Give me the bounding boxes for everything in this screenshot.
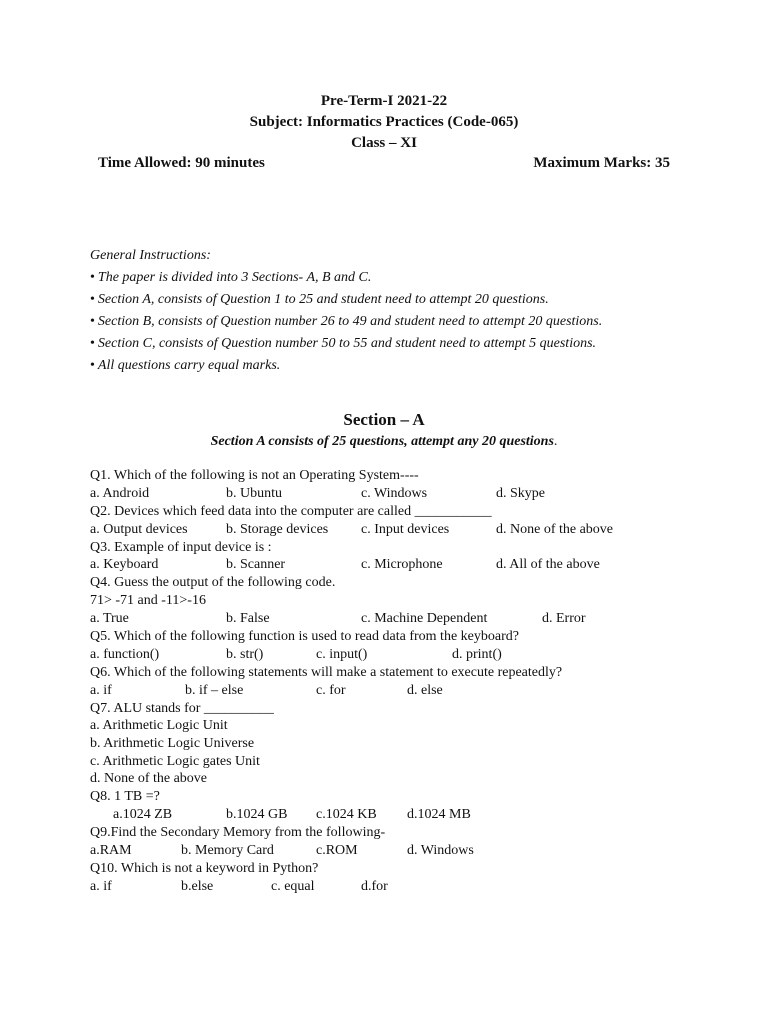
option: d. else <box>407 683 443 698</box>
exam-title: Pre-Term-I 2021-22 <box>320 93 448 109</box>
option: d.1024 MB <box>407 807 471 822</box>
option: b.1024 GB <box>226 807 288 822</box>
option: d. None of the above <box>90 771 208 786</box>
option: b. Arithmetic Logic Universe <box>90 736 255 751</box>
option: b. Scanner <box>226 557 286 572</box>
question-text: Q4. Guess the output of the following code. <box>90 575 336 590</box>
option: a.RAM <box>90 843 132 858</box>
question-text: Q1. Which of the following is not an Operating System---- <box>90 468 419 483</box>
option: c. Microphone <box>361 557 443 572</box>
option: b.else <box>181 879 214 894</box>
section-subtitle-text: Section A consists of 25 questions, attempt any 20 questions <box>210 434 554 449</box>
question-text: Q9.Find the Secondary Memory from the following- <box>90 825 386 840</box>
option: d. Skype <box>496 486 545 501</box>
maximum-marks: Maximum Marks: 35 <box>533 155 670 171</box>
section-subtitle-period: . <box>553 434 558 449</box>
question-text: Q6. Which of the following statements will make a statement to execute repeatedly? <box>90 665 563 680</box>
option: d. print() <box>452 647 502 662</box>
option: a. if <box>90 879 112 894</box>
question-text: Q2. Devices which feed data into the computer are called ___________ <box>90 504 492 519</box>
section-title: Section – A <box>343 410 425 429</box>
time-allowed: Time Allowed: 90 minutes <box>98 155 265 171</box>
option: d.for <box>361 879 388 894</box>
question-text: Q10. Which is not a keyword in Python? <box>90 861 319 876</box>
instruction-item: • All questions carry equal marks. <box>90 358 280 374</box>
option: c. Arithmetic Logic gates Unit <box>90 754 260 769</box>
option: b. str() <box>226 647 264 662</box>
instruction-item: • Section B, consists of Question number 26 to 49 and student need to attempt 20 questions. <box>90 314 602 330</box>
option: b. if – else <box>185 683 244 698</box>
option: b. Storage devices <box>226 522 329 537</box>
option: a. Keyboard <box>90 557 159 572</box>
option: c.ROM <box>316 843 358 858</box>
subject-title: Subject: Informatics Practices (Code-065) <box>249 114 519 130</box>
question-text: Q5. Which of the following function is used to read data from the keyboard? <box>90 629 519 644</box>
option: a. if <box>90 683 112 698</box>
code-snippet: 71> -71 and -11>-16 <box>90 593 206 608</box>
option: a.1024 ZB <box>113 807 173 822</box>
option: b. Memory Card <box>181 843 274 858</box>
option: c.1024 KB <box>316 807 377 822</box>
instruction-item: • Section A, consists of Question 1 to 25 and student need to attempt 20 questions. <box>90 292 549 308</box>
option: c. Input devices <box>361 522 450 537</box>
option: d. Windows <box>407 843 474 858</box>
section-subtitle <box>0 434 768 450</box>
question-text: Q8. 1 TB =? <box>90 789 160 804</box>
option: a. Arithmetic Logic Unit <box>90 718 228 733</box>
option: c. equal <box>271 879 315 894</box>
instruction-item: • Section C, consists of Question number 50 to 55 and student need to attempt 5 questions. <box>90 336 596 352</box>
option: b. Ubuntu <box>226 486 282 501</box>
option: a. True <box>90 611 129 626</box>
option: c. input() <box>316 647 368 662</box>
instruction-item: • The paper is divided into 3 Sections- A, B and C. <box>90 270 371 286</box>
instructions-title: General Instructions: <box>90 248 211 263</box>
option: c. Machine Dependent <box>361 611 488 626</box>
option: a. Android <box>90 486 150 501</box>
option: c. for <box>316 683 346 698</box>
option: d. None of the above <box>496 522 614 537</box>
class-title: Class – XI <box>351 135 417 151</box>
option: a. function() <box>90 647 160 662</box>
question-text: Q7. ALU stands for __________ <box>90 701 274 716</box>
option: d. Error <box>542 611 586 626</box>
option: d. All of the above <box>496 557 600 572</box>
option: b. False <box>226 611 270 626</box>
option: c. Windows <box>361 486 428 501</box>
question-text: Q3. Example of input device is : <box>90 540 272 555</box>
option: a. Output devices <box>90 522 188 537</box>
